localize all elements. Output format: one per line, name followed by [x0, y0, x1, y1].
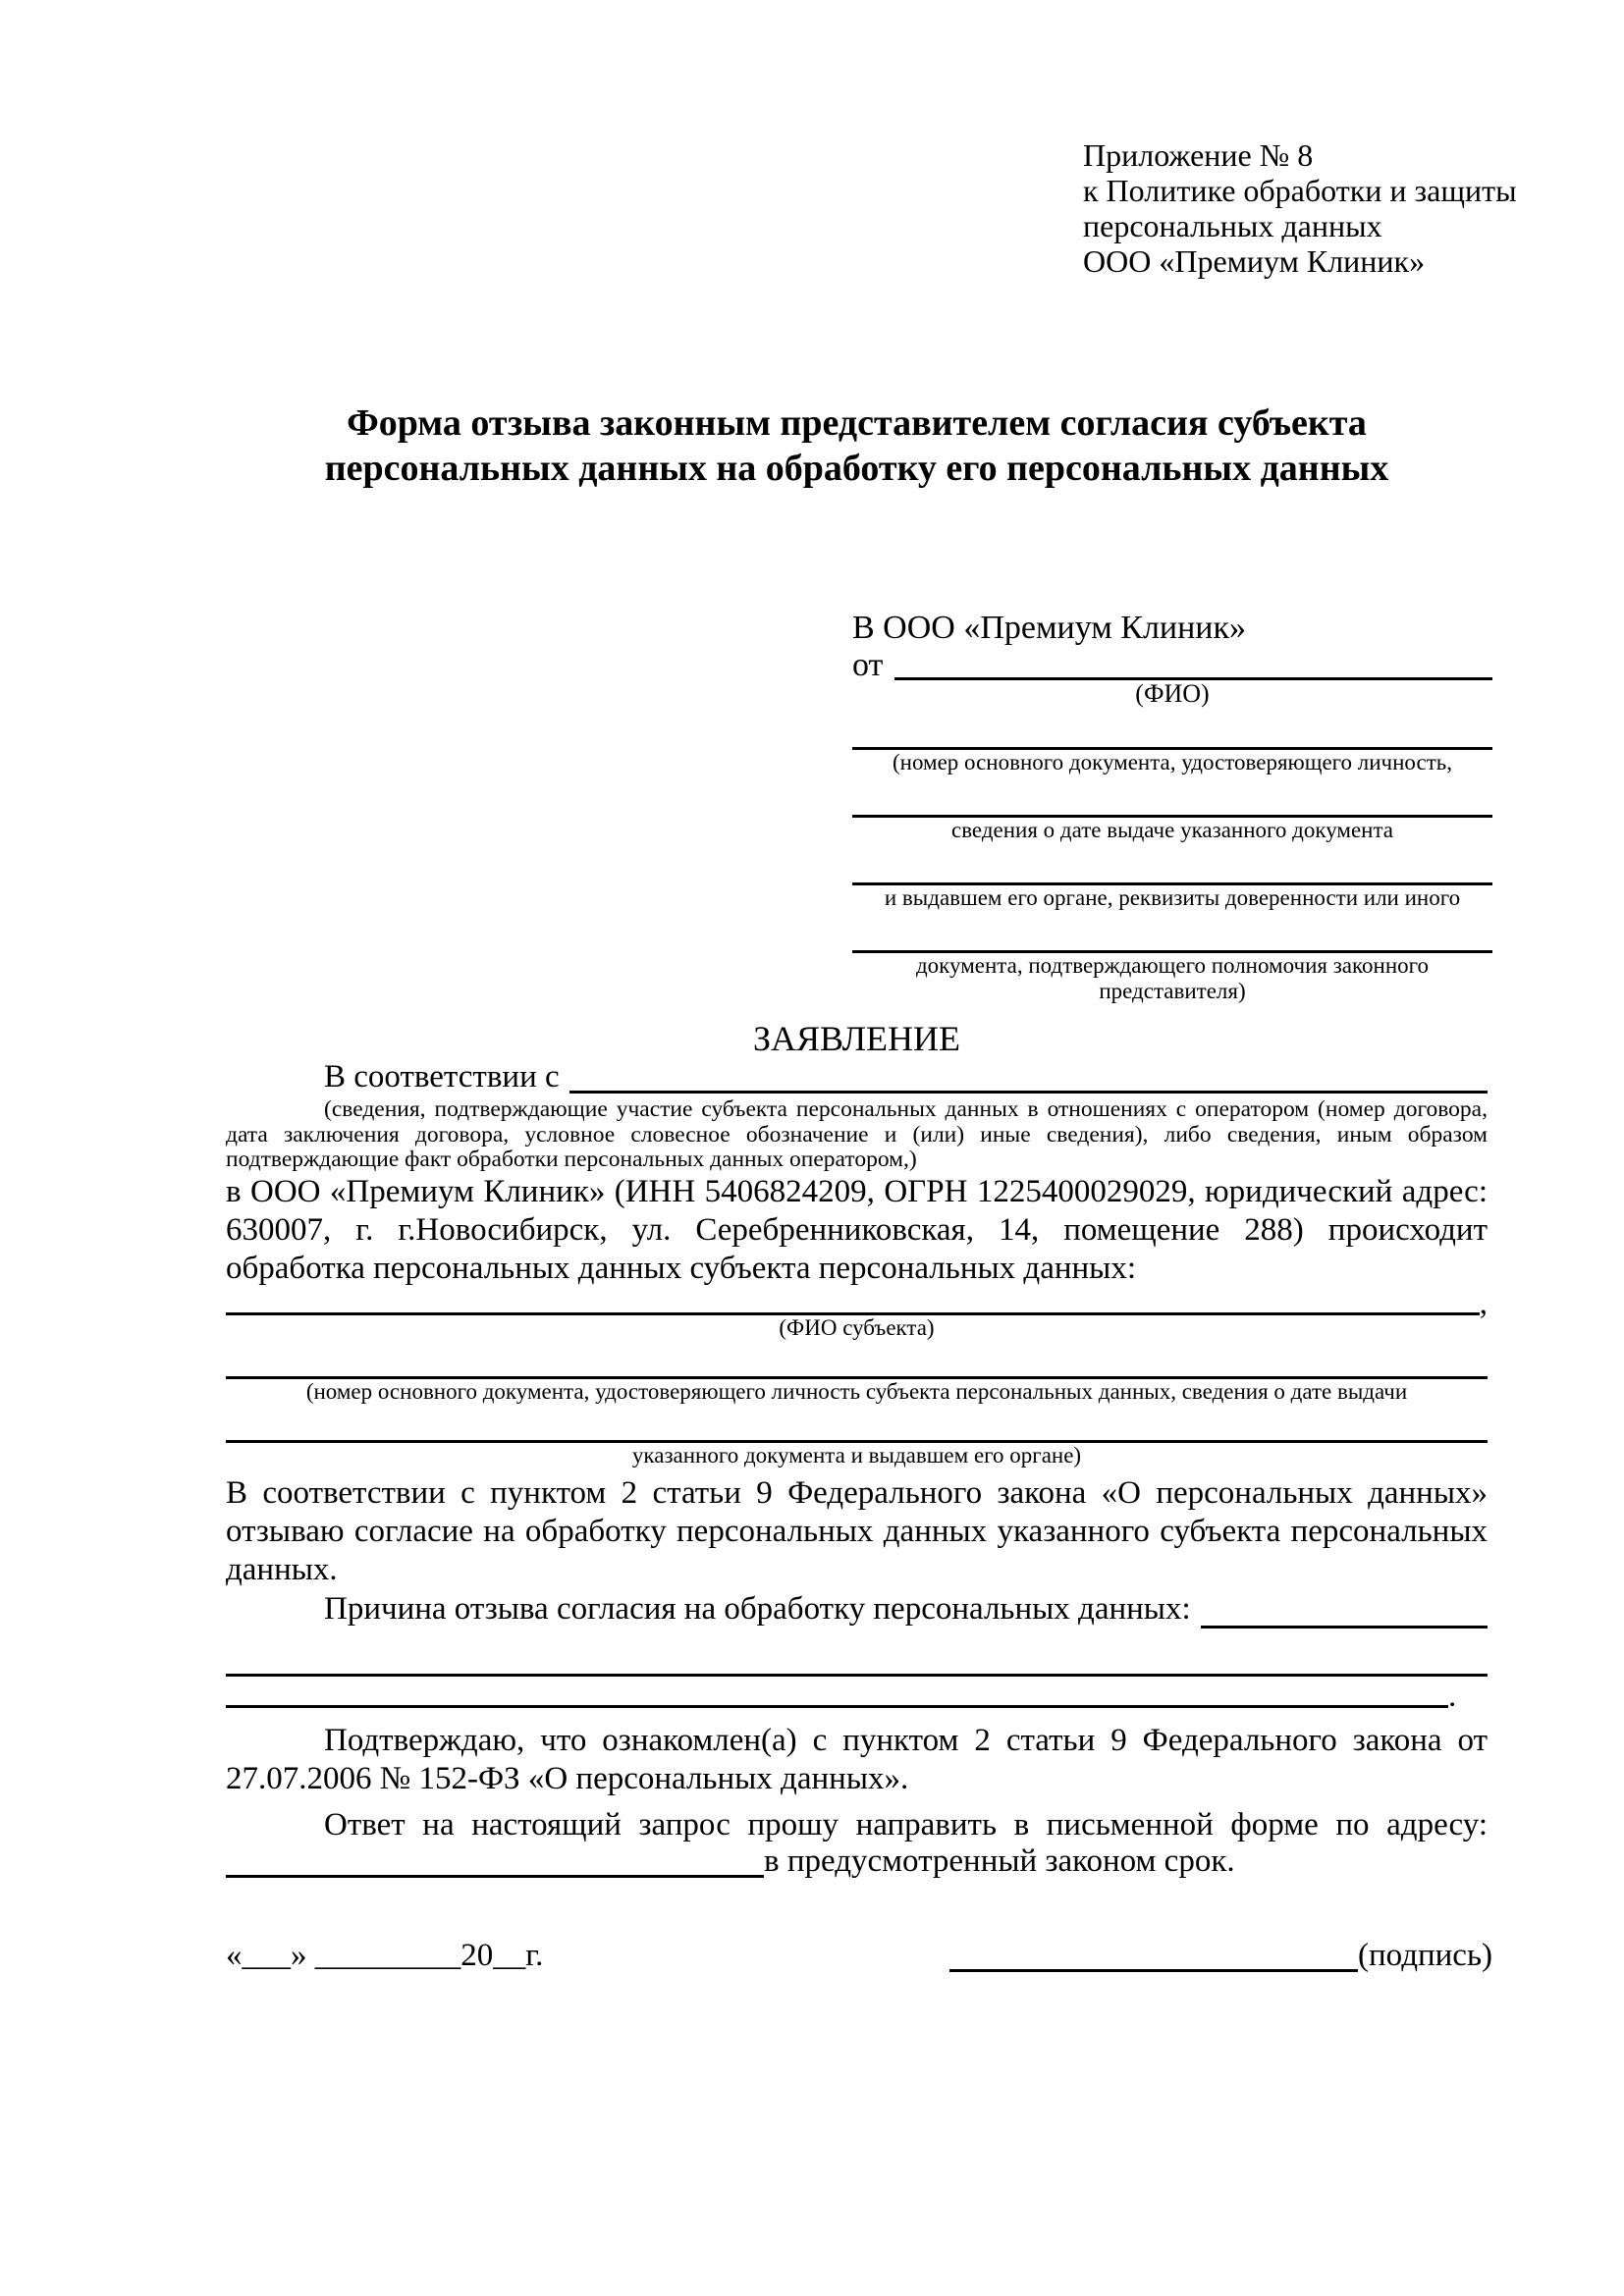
accordance-note: (сведения, подтверждающие участие субъекта персональных данных в отношениях с оператором (номер договора, дата заключения договора, условное словесное обозначение и (или) иные сведения), либо сведения, иным образом подтверждающие факт обработки персональных данных оператором,) — [226, 1096, 1488, 1172]
doc-blank-line — [852, 775, 1492, 818]
appendix-note-line: Приложение № 8 — [1083, 137, 1314, 173]
doc-caption: и выдавшем его органе, реквизиты доверенности или иного — [884, 885, 1461, 910]
signature-blank-line — [949, 1940, 1358, 1972]
reply-address-blank-line — [226, 1842, 764, 1878]
accordance-row — [226, 1060, 1488, 1094]
signature-caption: (подпись) — [1358, 1938, 1492, 1973]
doc-blank-line — [852, 708, 1492, 750]
doc-caption: сведения о дате выдаче указанного документа — [950, 818, 1394, 842]
date-field: «___» _________20__г. — [226, 1938, 544, 1973]
reply-suffix: в предусмотренный законом срок. — [764, 1842, 1235, 1879]
addressee-org: В ООО «Премиум Клиник» — [852, 610, 1247, 646]
appendix-note — [1083, 137, 1517, 279]
reason-row — [226, 1589, 1488, 1629]
addressee-block — [852, 605, 1492, 1004]
confirmation-paragraph: Подтверждаю, что ознакомлен(а) с пунктом 2 статьи 9 Федерального закона от 27.07.2006 № 152-ФЗ «О персональных данных». — [226, 1722, 1488, 1796]
reason-blank-line — [1201, 1626, 1488, 1629]
statement-heading: ЗАЯВЛЕНИЕ — [752, 1019, 961, 1058]
footer-row — [226, 1939, 1492, 1972]
withdrawal-paragraph: В соответствии с пунктом 2 статьи 9 Федерального закона «О персональных данных» отзываю согласие на обработку персональных данных указанного субъекта персональных данных. — [226, 1474, 1488, 1587]
doc-caption: (номер основного документа, удостоверяющего личность, — [892, 750, 1452, 774]
subject-doc-caption: (номер основного документа, удостоверяющего личность субъекта персональных данных, сведения о дате выдачи — [305, 1378, 1408, 1404]
doc-blank-line — [852, 843, 1492, 885]
reason-blank-line — [226, 1629, 1488, 1677]
signature-group — [949, 1939, 1492, 1972]
reason-period: . — [1448, 1678, 1457, 1714]
from-label: от — [852, 647, 884, 683]
reason-prefix: Причина отзыва согласия на обработку персональных данных: — [324, 1590, 1191, 1627]
reason-blank-row — [226, 1677, 1488, 1714]
subject-doc-blank-line — [226, 1341, 1488, 1379]
reply-prefix: Ответ на настоящий запрос прошу направить в письменной форме по адресу: — [324, 1806, 1488, 1842]
form-title: Форма отзыва законным представителем согласия субъекта персональных данных на обработку его персональных данных — [324, 402, 1389, 489]
subject-fio-comma: , — [1479, 1285, 1488, 1321]
operator-paragraph: в ООО «Премиум Клиник» (ИНН 5406824209, ОГРН 1225400029029, юридический адрес: 630007, г. г.Новосибирск, ул. Серебренниковская, 14, помещение 288) происходит обработка персональных данных субъекта персональных данных: — [226, 1173, 1488, 1286]
subject-doc-caption: указанного документа и выдавшем его органе) — [631, 1442, 1082, 1468]
fio-caption: (ФИО) — [1135, 679, 1210, 708]
reason-blank-line — [226, 1674, 1448, 1708]
statement-body — [226, 1017, 1488, 1878]
subject-doc-blank-line — [226, 1405, 1488, 1443]
appendix-note-line: ООО «Премиум Клиник» — [1083, 243, 1426, 279]
doc-blank-line — [852, 911, 1492, 953]
accordance-prefix: В соответствии с — [324, 1059, 560, 1095]
subject-fio-caption: (ФИО субъекта) — [779, 1314, 935, 1340]
reply-row — [226, 1844, 1488, 1878]
appendix-note-line: к Политике обработки и защиты — [1083, 173, 1517, 208]
appendix-note-line: персональных данных — [1083, 208, 1382, 243]
doc-caption: документа, подтверждающего полномочия законного представителя) — [915, 953, 1429, 1003]
subject-fio-row — [226, 1285, 1488, 1321]
accordance-blank-line — [569, 1091, 1488, 1094]
from-row — [852, 647, 1492, 683]
